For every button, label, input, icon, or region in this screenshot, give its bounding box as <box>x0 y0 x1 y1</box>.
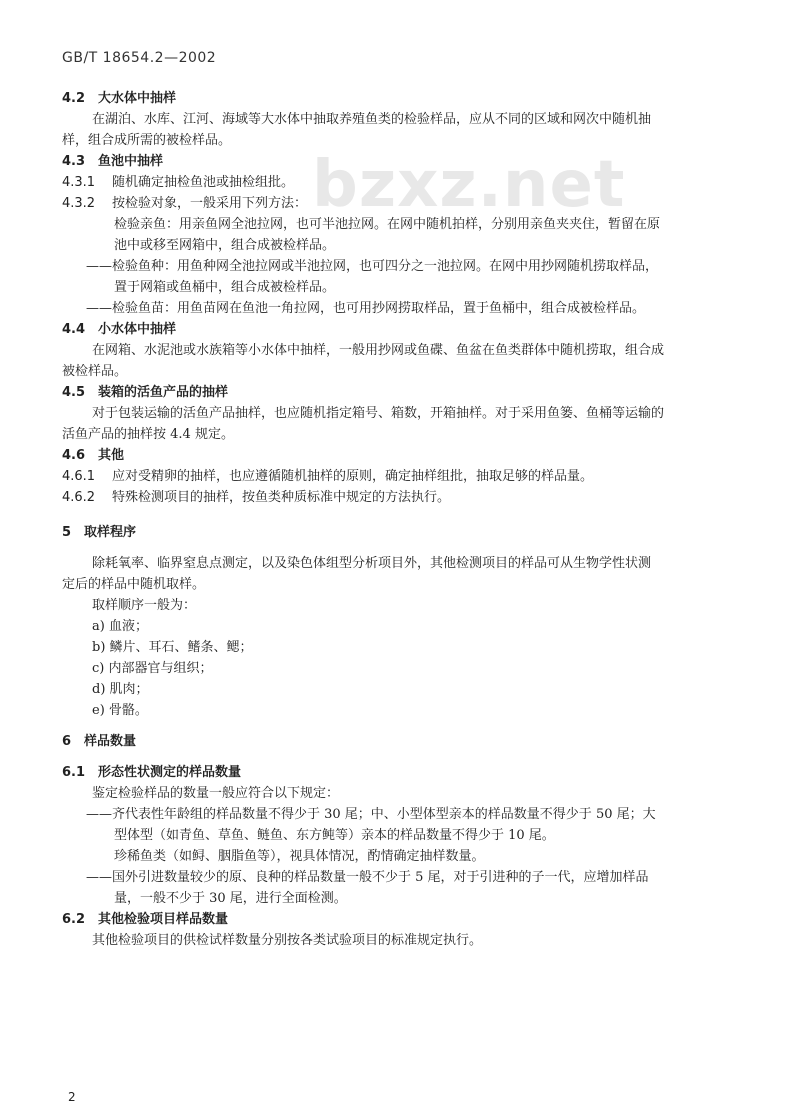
clause-line: 4.3.2 按检验对象，一般采用下列方法： <box>62 196 308 211</box>
paragraph-line: 在网箱、水泥池或水族箱等小水体中抽样，一般用抄网或鱼碟、鱼盆在鱼类群体中随机捞取，组合成 <box>92 343 665 358</box>
paragraph-line: 对于包装运输的活鱼产品抽样，也应随机指定箱号、箱数，开箱抽样。对于采用鱼篓、鱼桶等运输的 <box>92 406 665 421</box>
section-heading: 6 样品数量 <box>62 734 137 749</box>
paragraph-line: 鉴定检验样品的数量一般应符合以下规定： <box>92 786 340 801</box>
clause-line: 4.3.1 随机确定抽检鱼池或抽检组批。 <box>62 175 295 190</box>
list-item-cont: 型体型（如青鱼、草鱼、鲢鱼、东方鲀等）亲本的样品数量不得少于 10 尾。 <box>114 828 555 843</box>
list-item-cont: 置于网箱或鱼桶中，组合成被检样品。 <box>114 280 336 295</box>
list-item: ——检验鱼种：用鱼种网全池拉网或半池拉网，也可四分之一池拉网。在网中用抄网随机捞取样品， <box>86 259 659 274</box>
section-heading: 4.3 鱼池中抽样 <box>62 154 164 169</box>
list-item: ——检验鱼苗：用鱼苗网在鱼池一角拉网，也可用抄网捞取样品，置于鱼桶中，组合成被检样品。 <box>86 301 646 316</box>
clause-line: 4.6.1 应对受精卵的抽样，也应遵循随机抽样的原则，确定抽样组批，抽取足够的样品量。 <box>62 469 594 484</box>
page-number: 2 <box>68 1090 76 1104</box>
section-heading: 6.2 其他检验项目样品数量 <box>62 912 229 927</box>
list-item: ——齐代表性年龄组的样品数量不得少于 30 尾；中、小型体型亲本的样品数量不得少于 50 尾；大 <box>86 807 656 822</box>
paragraph-line: 定后的样品中随机取样。 <box>62 577 206 592</box>
paragraph-line: 被检样品。 <box>62 364 128 379</box>
paragraph-line: 活鱼产品的抽样按 4.4 规定。 <box>62 427 234 442</box>
paragraph-line: 其他检验项目的供检试样数量分别按各类试验项目的标准规定执行。 <box>92 933 483 948</box>
list-item-cont: 珍稀鱼类（如鲟、胭脂鱼等），视具体情况，酌情确定抽样数量。 <box>114 849 485 864</box>
list-item: b) 鳞片、耳石、鳍条、鳃； <box>92 640 253 655</box>
list-item-cont: 量，一般不少于 30 尾，进行全面检测。 <box>114 891 347 906</box>
paragraph-line: 样，组合成所需的被检样品。 <box>62 133 232 148</box>
list-item: ——国外引进数量较少的原、良种的样品数量一般不少于 5 尾，对于引进种的子一代，应增加样品 <box>86 870 649 885</box>
document-body <box>62 88 752 951</box>
paragraph-line: 在湖泊、水库、江河、海域等大水体中抽取养殖鱼类的检验样品，应从不同的区域和网次中随机抽 <box>92 112 652 127</box>
list-item: a) 血液； <box>92 619 148 634</box>
section-heading: 5 取样程序 <box>62 525 137 540</box>
paragraph-line: 除耗氧率、临界窒息点测定，以及染色体组型分析项目外，其他检测项目的样品可从生物学性状测 <box>92 556 652 571</box>
watermark: bzxz.net <box>312 148 626 222</box>
list-item: c) 内部器官与组织； <box>92 661 213 676</box>
clause-line: 4.6.2 特殊检测项目的抽样，按鱼类种质标准中规定的方法执行。 <box>62 490 451 505</box>
document-header: GB/T 18654.2—2002 <box>62 50 217 66</box>
section-heading: 4.6 其他 <box>62 448 125 463</box>
list-item-cont: 池中或移至网箱中，组合成被检样品。 <box>114 238 336 253</box>
paragraph-line: 取样顺序一般为： <box>92 598 197 613</box>
section-heading: 4.5 装箱的活鱼产品的抽样 <box>62 385 229 400</box>
section-heading: 4.2 大水体中抽样 <box>62 91 177 106</box>
list-item: e) 骨骼。 <box>92 703 148 718</box>
list-item: d) 肌肉； <box>92 682 149 697</box>
list-item: 检验亲鱼：用亲鱼网全池拉网，也可半池拉网。在网中随机拍样，分别用亲鱼夹夹住，暂留在原 <box>114 217 661 232</box>
section-heading: 6.1 形态性状测定的样品数量 <box>62 765 242 780</box>
section-heading: 4.4 小水体中抽样 <box>62 322 177 337</box>
